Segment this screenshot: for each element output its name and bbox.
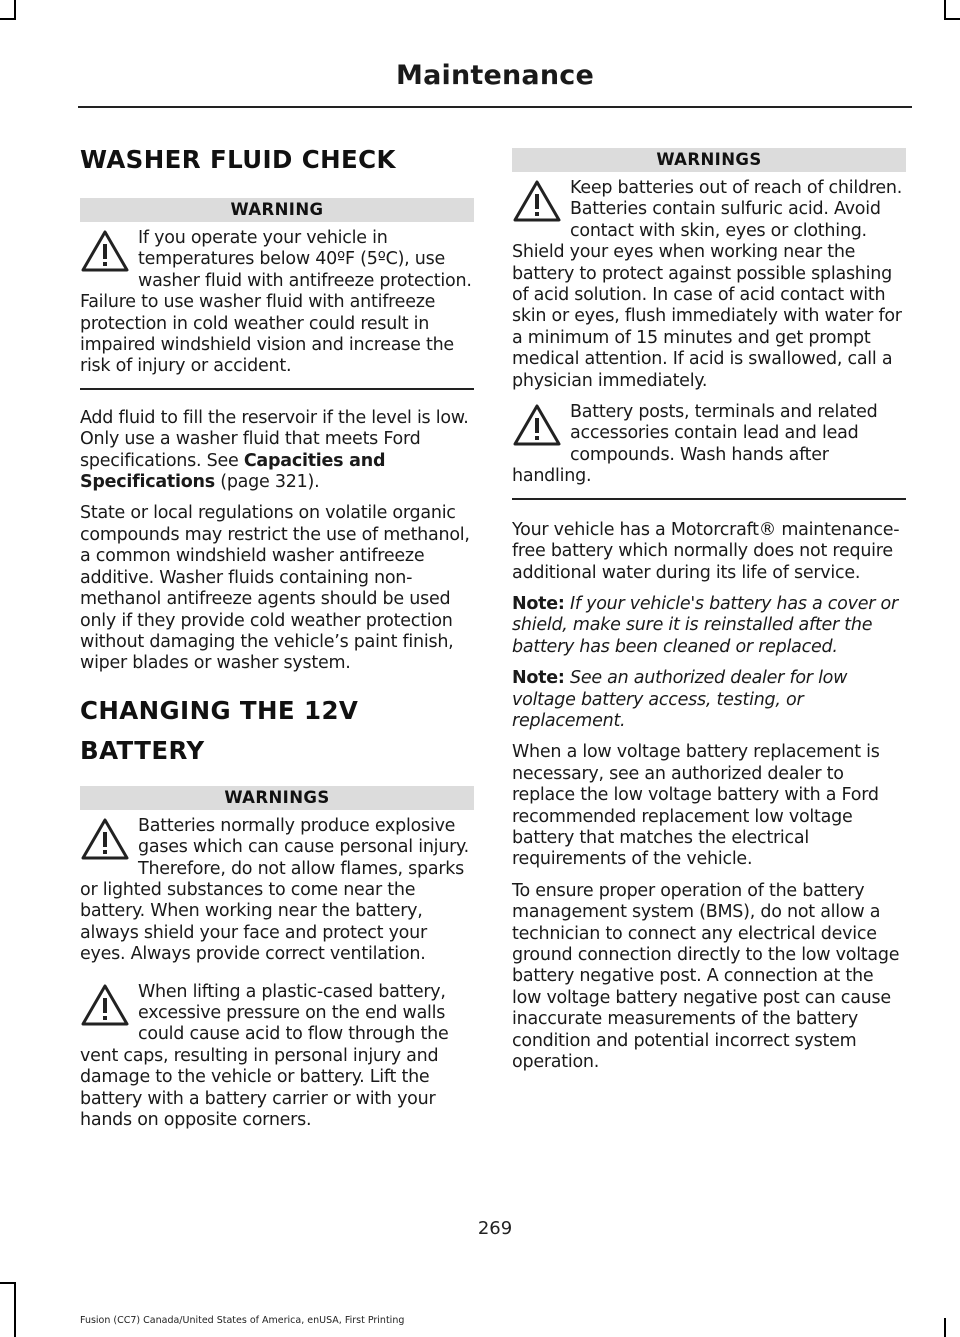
crop-mark [944,18,960,20]
warning-triangle-icon [80,228,134,292]
warnings-label: WARNINGS [512,148,906,172]
warning-triangle-icon [512,402,566,466]
note-label: Note: [512,668,565,689]
battery-warnings-block-left [80,786,474,1132]
page-header-title: Maintenance [396,60,594,91]
warning-triangle-icon [512,178,566,242]
warning-item [512,178,906,392]
note-text: See an authorized dealer for low voltage battery access, testing, or replacement. [512,668,848,731]
note-paragraph [512,668,906,732]
warning-item [512,402,906,488]
text-span: (page 321). [214,472,320,493]
warning-item [80,816,474,966]
warning-item [80,228,474,378]
body-paragraph [80,408,474,494]
body-paragraph: When a low voltage battery replacement is necessary, see an authorized dealer to replace the low voltage battery with a Ford recommended replacement low voltage battery that matches the electrical requirements of the vehicle. [512,742,880,870]
crop-mark [944,1318,946,1337]
warning-text: When lifting a plastic-cased battery, excessive pressure on the end walls could cause acid to flow through the vent caps, resulting in personal injury and damage to the vehicle or battery. Lift the battery with a battery carrier or with your hands on opposite corners. [80,981,449,1130]
text-span: Add fluid to fill the reservoir if the level is low. Only use a washer fluid that meets Ford specifications. See [80,407,469,471]
section-heading-washer: WASHER FLUID CHECK [80,145,396,174]
warning-label: WARNING [80,198,474,222]
section-heading-battery: CHANGING THE 12V BATTERY [80,695,359,765]
crop-mark [944,0,946,20]
body-paragraph: State or local regulations on volatile organic compounds may restrict the use of methanol, a common windshield washer antifreeze additive. Washer fluids containing non-methanol antifreeze agents should be used only if they provide cold weather protection without damaging the vehicle’s paint finish, wiper blades or washer system. [80,503,470,674]
warning-text: Keep batteries out of reach of children. Batteries contain sulfuric acid. Avoid contact with skin, eyes or clothing. Shield your eyes when working near the battery to protect against possible splashing of acid solution. In case of acid contact with skin or eyes, flush immediately with water for a minimum of 15 minutes and get prompt medical attention. If acid is swallowed, call a physician immediately. [512,178,903,391]
warnings-label: WARNINGS [80,786,474,810]
cross-reference-link[interactable]: Capacities and Specifications [80,450,386,493]
warning-item [80,982,474,1132]
crop-mark [14,1282,16,1337]
body-paragraph: To ensure proper operation of the battery management system (BMS), do not allow a technician to connect any electrical device ground connection directly to the low voltage battery negative post. A connection at the low voltage battery negative post can cause inaccurate measurements of the battery condition and potential incorrect system operation. [512,880,900,1073]
crop-mark [0,18,16,20]
note-label: Note: [512,593,565,614]
washer-warning-block [80,198,474,390]
warning-text: If you operate your vehicle in temperatures below 40ºF (5ºC), use washer fluid with antifreeze protection. Failure to use washer fluid with antifreeze protection in cold weather could result in impaired windshield vision and increase the risk of injury or accident. [80,228,472,377]
warning-text: Battery posts, terminals and related accessories contain lead and lead compounds. Wash hands after handling. [512,402,878,487]
header-rule [78,106,912,108]
warning-text: Batteries normally produce explosive gases which can cause personal injury. Therefore, do not allow flames, sparks or lighted substances to come near the battery. When working near the battery, always shield your face and protect your eyes. Always provide correct ventilation. [80,815,469,965]
warning-triangle-icon [80,816,134,880]
left-column [80,140,474,1131]
note-paragraph [512,594,906,658]
note-text: If your vehicle's battery has a cover or shield, make sure it is reinstalled after the battery has been cleaned or replaced. [512,593,898,657]
body-paragraph: Your vehicle has a Motorcraft® maintenance-free battery which normally does not require additional water during its life of service. [512,519,900,583]
footer-text: Fusion (CC7) Canada/United States of America, enUSA, First Printing [80,1315,405,1326]
right-column [512,140,906,1073]
crop-mark [0,1282,16,1284]
battery-warnings-block-right [512,148,906,500]
warning-triangle-icon [80,982,134,1046]
page-number: 269 [477,1218,513,1239]
crop-mark [14,0,16,20]
